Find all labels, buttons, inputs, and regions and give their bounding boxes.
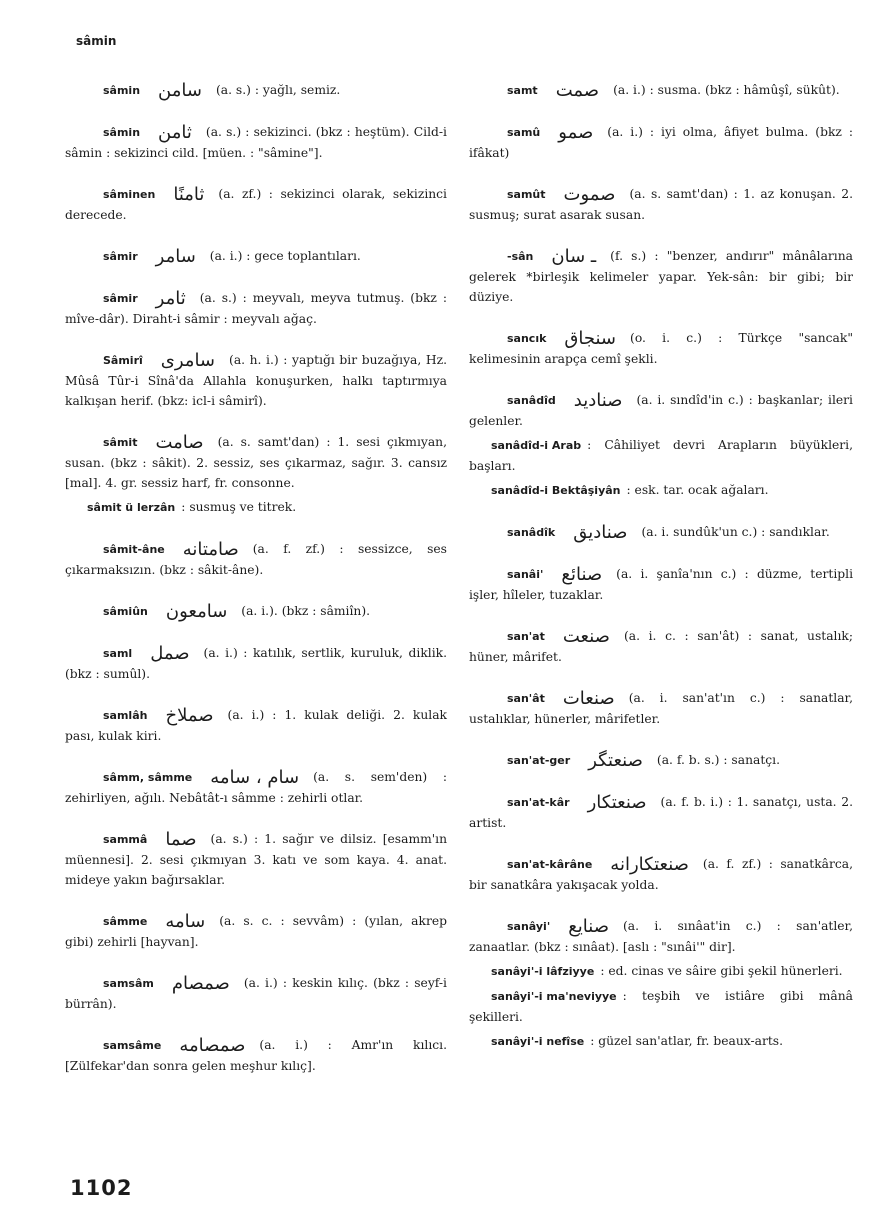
entry-arabic: سام ، سامه — [210, 767, 300, 788]
entry-arabic: صنعتكارانه — [610, 854, 689, 875]
dictionary-entry — [469, 961, 853, 982]
entry-definition: (f. s.) : "benzer, andırır" mânâlarına gelerek *birleşik kelimeler yapar. Yek-sân: bir gibi; bir düziye. — [469, 249, 853, 304]
dictionary-entry — [469, 986, 853, 1027]
dictionary-entry — [469, 688, 853, 729]
entry-definition: (a. i.) : keskin kılıç. (bkz : seyf-i bürrân). — [65, 976, 447, 1011]
entry-arabic: صنعات — [562, 688, 615, 709]
right-column — [469, 80, 853, 1073]
entry-definition: (a. f. zf.) : sanatkârca, bir sanatkâra yakışacak yolda. — [469, 857, 853, 892]
dictionary-entry — [469, 522, 853, 543]
entry-arabic: سنجاق — [564, 328, 617, 349]
entry-arabic: صمل — [150, 643, 190, 664]
entry-definition: (a. h. i.) : yaptığı bir buzağıya, Hz. Mûsâ Tûr-i Sînâ'da Allahla konuşurken, halkı taptırmıya kalkışan herif. (bkz: icl-i sâmirî). — [65, 353, 447, 408]
entry-arabic: سامن — [158, 80, 202, 101]
dictionary-entry — [65, 246, 447, 267]
entry-definition: : Câhiliyet devri Arapların büyükleri, başları. — [469, 438, 853, 473]
entry-headword: san'at-kâr — [507, 796, 570, 809]
entry-definition: (a. i. c. : san'ât) : sanat, ustalık; hüner, mârifet. — [469, 629, 853, 664]
entry-definition: (a. i. sınâat'in c.) : san'atler, zanaatlar. (bkz : sınâat). [aslı : "sınâi'" dir]. — [469, 919, 853, 954]
entry-headword: samû — [507, 126, 541, 139]
entry-headword: san'at-kârâne — [507, 858, 593, 871]
entry-arabic: سامر — [155, 246, 196, 267]
entry-headword: sâmiûn — [103, 605, 148, 618]
entry-arabic: صامتانه — [182, 539, 239, 560]
entry-arabic: صمت — [555, 80, 600, 101]
entry-arabic: صنايع — [568, 916, 609, 937]
entry-arabic: صمصامه — [179, 1035, 246, 1056]
dictionary-entry — [469, 80, 853, 101]
entry-arabic: صنائع — [561, 564, 603, 585]
dictionary-entry — [65, 767, 447, 808]
dictionary-entry — [65, 539, 447, 580]
entry-headword: sanâdîd — [507, 394, 556, 407]
entry-arabic: صملاخ — [165, 705, 214, 726]
entry-definition: : ed. cinas ve sâire gibi şekil hünerleri. — [600, 964, 843, 978]
entry-headword: sancık — [507, 332, 547, 345]
entry-arabic: ـ سان — [551, 246, 597, 267]
dictionary-entry — [469, 184, 853, 225]
entry-headword: sanâyi'-i nefîse — [491, 1035, 585, 1048]
dictionary-entry — [65, 973, 447, 1014]
dictionary-entry — [469, 564, 853, 605]
entry-definition: (a. s.) : meyvalı, meyva tutmuş. (bkz : mîve-dâr). Diraht-i sâmir : meyvalı ağaç. — [65, 291, 447, 326]
page-number: 1102 — [70, 1176, 133, 1200]
entry-definition: (a. s.) : 1. sağır ve dilsiz. [esamm'ın müennesi]. 2. sesi çıkmıyan 3. katı ve som kaya. 4. anat. mideye yakın bağırsaklar. — [65, 832, 447, 887]
entry-headword: sâmir — [103, 250, 138, 263]
entry-arabic: صما — [165, 829, 197, 850]
dictionary-entry — [469, 792, 853, 833]
entry-arabic: ثامر — [155, 288, 186, 309]
entry-definition: (a. zf.) : sekizinci olarak, sekizinci derecede. — [65, 187, 447, 222]
entry-definition: (a. i. san'at'ın c.) : sanatlar, ustalıklar, hünerler, mârifetler. — [469, 691, 853, 726]
entry-headword: sanâdîd-i Bektâşiyân — [491, 484, 621, 497]
entry-headword: sâmit-âne — [103, 543, 165, 556]
entry-headword: samsâme — [103, 1039, 162, 1052]
entry-headword: sâmit ü lerzân — [87, 501, 176, 514]
entry-headword: sâmme — [103, 915, 148, 928]
entry-definition: (a. f. b. i.) : 1. sanatçı, usta. 2. artist. — [469, 795, 853, 830]
entry-definition: (a. s.) : yağlı, semiz. — [215, 83, 341, 97]
entry-arabic: سامعون — [165, 601, 228, 622]
entry-definition: : esk. tar. ocak ağaları. — [626, 483, 769, 497]
entry-definition: (a. i.) : gece toplantıları. — [209, 249, 361, 263]
entry-definition: (a. s.) : sekizinci. (bkz : heştüm). Cild-i sâmin : sekizinci cild. [müen. : "sâmine"]. — [65, 125, 447, 160]
dictionary-entry — [65, 497, 447, 518]
dictionary-entry — [469, 246, 853, 307]
left-column — [65, 80, 447, 1097]
dictionary-entry — [469, 626, 853, 667]
entry-headword: Sâmirî — [103, 354, 143, 367]
entry-headword: samsâm — [103, 977, 154, 990]
running-head: sâmin — [76, 34, 117, 48]
entry-headword: samlâh — [103, 709, 148, 722]
dictionary-entry — [65, 643, 447, 684]
dictionary-entry — [65, 122, 447, 163]
dictionary-entry — [469, 750, 853, 771]
entry-arabic: صنعتگر — [588, 750, 643, 771]
entry-arabic: سامه — [165, 911, 206, 932]
entry-definition: (o. i. c.) : Türkçe "sancak" kelimesinin arapça cemî şekli. — [469, 331, 853, 366]
entry-definition: : teşbih ve istiâre gibi mânâ şekilleri. — [469, 989, 853, 1024]
entry-definition: : susmuş ve titrek. — [181, 500, 297, 514]
dictionary-entry — [469, 916, 853, 957]
entry-headword: sâmin — [103, 126, 141, 139]
dictionary-entry — [469, 480, 853, 501]
entry-definition: (a. f. b. s.) : sanatçı. — [656, 753, 780, 767]
entry-arabic: صموت — [563, 184, 616, 205]
dictionary-entry — [65, 432, 447, 493]
dictionary-entry — [469, 122, 853, 163]
entry-headword: samût — [507, 188, 546, 201]
entry-arabic: صمصام — [171, 973, 230, 994]
entry-arabic: صنعتكار — [587, 792, 647, 813]
entry-headword: samt — [507, 84, 538, 97]
entry-headword: sâmir — [103, 292, 138, 305]
entry-definition: (a. s. samt'dan) : 1. sesi çıkmıyan, susan. (bkz : sâkit). 2. sessiz, ses çıkarmaz, sağır. 3. cansız [mal]. 4. gr. sessiz harf, fr. consonne. — [65, 435, 447, 490]
entry-definition: (a. f. zf.) : sessizce, ses çıkarmaksızın. (bkz : sâkit-âne). — [65, 542, 447, 577]
entry-headword: saml — [103, 647, 133, 660]
dictionary-entry — [65, 184, 447, 225]
entry-definition: (a. i.) : iyi olma, âfiyet bulma. (bkz : ifâkat) — [469, 125, 853, 160]
entry-headword: sanâdîk — [507, 526, 556, 539]
entry-arabic: ثامن — [158, 122, 192, 143]
entry-definition: (a. i. sundûk'un c.) : sandıklar. — [641, 525, 830, 539]
dictionary-entry — [65, 288, 447, 329]
dictionary-entry — [65, 350, 447, 411]
entry-arabic: ثامنًا — [173, 184, 205, 205]
entry-headword: sanâyi'-i ma'neviyye — [491, 990, 617, 1003]
entry-definition: (a. i.) : katılık, sertlik, kuruluk, diklik. (bkz : sumûl). — [65, 646, 447, 681]
entry-arabic: سامری — [160, 350, 216, 371]
dictionary-entry — [469, 1031, 853, 1052]
entry-arabic: صناديق — [573, 522, 628, 543]
dictionary-entry — [65, 911, 447, 952]
entry-headword: sâmin — [103, 84, 141, 97]
entry-definition: (a. i.) : susma. (bkz : hâmûşî, sükût). — [613, 83, 840, 97]
entry-headword: san'ât — [507, 692, 545, 705]
dictionary-entry — [65, 1035, 447, 1076]
dictionary-entry — [65, 705, 447, 746]
entry-headword: sanâdîd-i Arab — [491, 439, 582, 452]
entry-headword: sâmm, sâmme — [103, 771, 193, 784]
dictionary-entry — [65, 829, 447, 890]
entry-definition: (a. i. şanîa'nın c.) : düzme, tertipli işler, hîleler, tuzaklar. — [469, 567, 853, 602]
entry-arabic: صنعت — [562, 626, 610, 647]
dictionary-entry — [469, 390, 853, 431]
entry-arabic: صناديد — [573, 390, 623, 411]
entry-arabic: صمو — [558, 122, 594, 143]
dictionary-entry — [469, 328, 853, 369]
entry-headword: sâmit — [103, 436, 138, 449]
entry-definition: (a. i.) : 1. kulak deliği. 2. kulak pası, kulak kiri. — [65, 708, 447, 743]
entry-headword: -sân — [507, 250, 534, 263]
dictionary-entry — [65, 80, 447, 101]
entry-headword: san'at — [507, 630, 545, 643]
entry-definition: (a. s. samt'dan) : 1. az konuşan. 2. susmuş; surat asarak susan. — [469, 187, 853, 222]
entry-definition: (a. i.). (bkz : sâmiîn). — [241, 604, 371, 618]
entry-headword: sanâyi'-i lâfziyye — [491, 965, 595, 978]
dictionary-entry — [469, 435, 853, 476]
entry-headword: san'at-ger — [507, 754, 571, 767]
entry-headword: sanâi' — [507, 568, 544, 581]
entry-definition: (a. i.) : Amr'ın kılıcı. [Zülfekar'dan sonra gelen meşhur kılıç]. — [65, 1038, 447, 1073]
entry-definition: (a. i. sındîd'in c.) : başkanlar; ileri gelenler. — [469, 393, 853, 428]
entry-definition: (a. s. sem'den) : zehirliyen, ağılı. Nebâtât-ı sâmme : zehirli otlar. — [65, 770, 447, 805]
dictionary-entry — [65, 601, 447, 622]
entry-arabic: صامت — [155, 432, 204, 453]
entry-headword: sammâ — [103, 833, 148, 846]
entry-headword: sanâyi' — [507, 920, 551, 933]
entry-definition: (a. s. c. : sevvâm) : (yılan, akrep gibi) zehirli [hayvan]. — [65, 914, 447, 949]
dictionary-entry — [469, 854, 853, 895]
entry-headword: sâminen — [103, 188, 156, 201]
entry-definition: : güzel san'atlar, fr. beaux-arts. — [590, 1034, 784, 1048]
